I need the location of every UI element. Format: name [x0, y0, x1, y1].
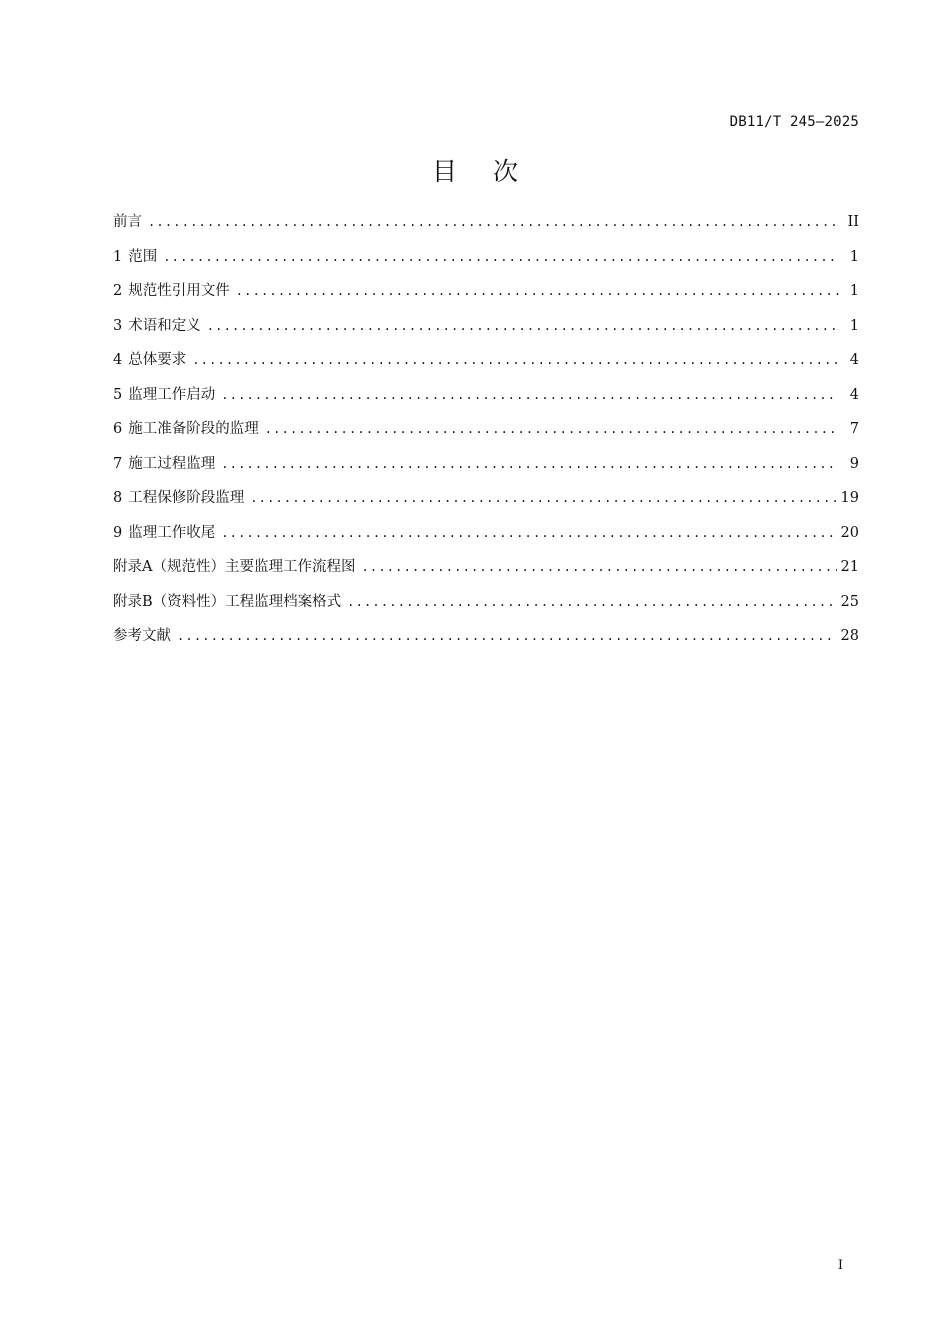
toc-entry[interactable] [113, 519, 859, 554]
toc-entry-text: 工程保修阶段监理 [128, 490, 245, 506]
toc-entry-page: 7 [849, 421, 859, 437]
toc-entry-text: 前言 [113, 214, 142, 230]
toc-leader-dots [361, 553, 836, 581]
toc-title-part1: 目 [431, 157, 457, 186]
toc-entry-text: 监理工作启动 [128, 386, 216, 403]
toc-entry-number: 8 [113, 490, 123, 506]
toc-entry-label [113, 415, 259, 443]
toc-entry-page: 25 [840, 593, 859, 610]
toc-title-part2: 次 [493, 157, 519, 186]
toc-entry[interactable] [113, 415, 859, 450]
toc-leader-dots [221, 519, 836, 547]
toc-entry[interactable] [113, 243, 859, 278]
toc-entry[interactable] [113, 622, 859, 657]
toc-leader-dots [250, 484, 836, 512]
toc-entry-text: 施工准备阶段的监理 [128, 421, 259, 437]
toc-entry-number: 1 [113, 248, 123, 265]
toc-entry-page: 19 [840, 490, 859, 506]
toc-entry[interactable] [113, 484, 859, 519]
toc-entry-text: 施工过程监理 [128, 455, 216, 472]
toc-entry-page: 4 [849, 386, 859, 403]
toc-entry-text: 附录A（规范性）主要监理工作流程图 [113, 559, 356, 575]
toc-entry-page: 20 [840, 524, 859, 541]
toc-entry-label [113, 277, 230, 305]
toc-leader-dots [192, 346, 839, 374]
toc-entry-page: II [847, 214, 859, 230]
toc-entry-text: 附录B（资料性）工程监理档案格式 [113, 593, 342, 610]
toc-list [113, 208, 859, 657]
toc-entry-page: 1 [849, 283, 859, 299]
toc-leader-dots [207, 312, 839, 340]
toc-entry-page: 28 [840, 628, 859, 644]
standard-code: DB11/T 245—2025 [729, 114, 859, 130]
toc-entry[interactable] [113, 381, 859, 416]
toc-entry-text: 规范性引用文件 [128, 283, 230, 299]
toc-entry-label [113, 312, 201, 340]
toc-entry[interactable] [113, 553, 859, 588]
toc-entry-page: 9 [849, 455, 859, 472]
toc-leader-dots [221, 381, 839, 409]
toc-entry-label [113, 346, 186, 374]
toc-entry-label [113, 553, 355, 581]
toc-entry-label [113, 519, 215, 547]
toc-entry[interactable] [113, 588, 859, 623]
toc-entry-number: 2 [113, 283, 123, 299]
toc-entry[interactable] [113, 346, 859, 381]
toc-entry-page: 21 [840, 559, 859, 575]
toc-leader-dots [236, 277, 839, 305]
toc-entry[interactable] [113, 450, 859, 485]
toc-entry-page: 1 [849, 317, 859, 334]
toc-entry-label [113, 208, 142, 236]
toc-entry-label [113, 588, 341, 616]
toc-entry-text: 监理工作收尾 [128, 524, 216, 541]
toc-entry-number: 9 [113, 524, 123, 541]
toc-entry-label [113, 622, 171, 650]
toc-entry-number: 3 [113, 317, 123, 334]
toc-entry-label [113, 381, 215, 409]
toc-entry-text: 总体要求 [128, 352, 187, 368]
toc-entry-number: 5 [113, 386, 123, 403]
toc-entry-text: 参考文献 [113, 628, 171, 644]
toc-leader-dots [347, 588, 836, 616]
toc-leader-dots [265, 415, 839, 443]
toc-entry[interactable] [113, 277, 859, 312]
toc-entry-number: 4 [113, 352, 123, 368]
toc-entry-text: 范围 [128, 248, 158, 265]
toc-entry[interactable] [113, 208, 859, 243]
toc-leader-dots [221, 450, 839, 478]
toc-entry[interactable] [113, 312, 859, 347]
toc-entry-label [113, 450, 215, 478]
toc-title [0, 152, 950, 188]
toc-leader-dots [148, 208, 839, 236]
toc-entry-page: 4 [849, 352, 859, 368]
toc-entry-number: 6 [113, 421, 123, 437]
page-number: I [837, 1258, 843, 1273]
toc-entry-label [113, 243, 157, 271]
toc-leader-dots [163, 243, 839, 271]
toc-entry-text: 术语和定义 [128, 317, 201, 334]
toc-entry-page: 1 [849, 248, 859, 265]
toc-leader-dots [177, 622, 837, 650]
toc-entry-number: 7 [113, 455, 123, 472]
toc-entry-label [113, 484, 244, 512]
